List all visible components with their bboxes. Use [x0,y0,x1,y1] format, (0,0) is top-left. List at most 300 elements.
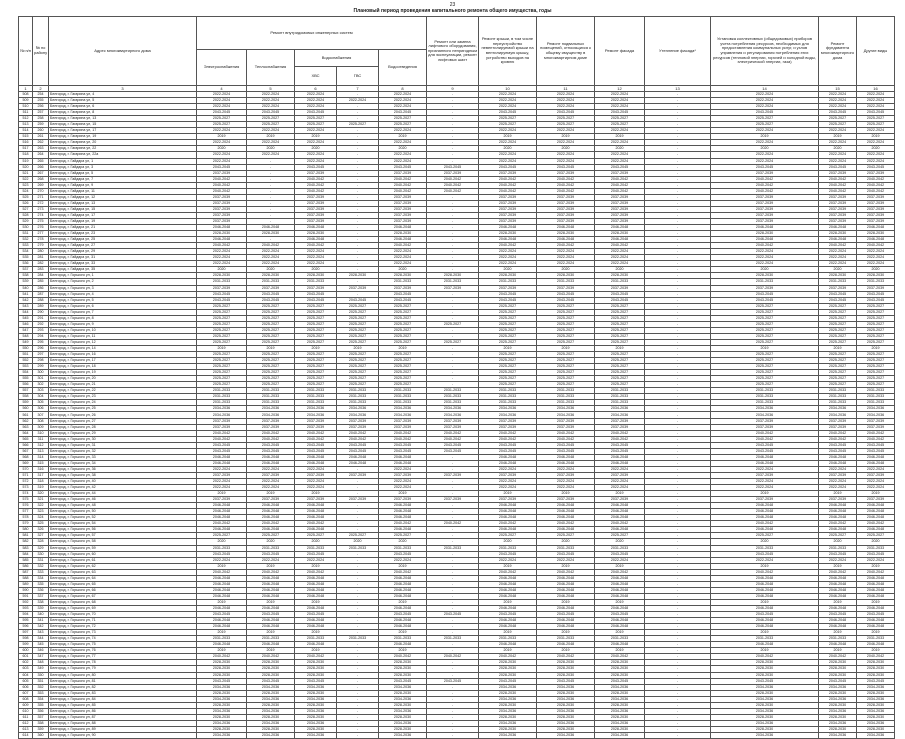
table-cell: 2020 [595,146,645,152]
table-cell: - [645,593,711,599]
table-cell: - [427,575,479,581]
address-cell: Белгород, г. Гагарина ул, 5 [49,98,197,104]
table-cell: 2046-2048 [595,503,645,509]
table-cell: 2019 [379,563,427,569]
table-cell: 2028-2030 [379,714,427,720]
table-cell: 2037-2039 [711,472,819,478]
table-cell: - [427,599,479,605]
table-cell: 593 [19,605,33,611]
table-cell: 2025-2027 [857,309,895,315]
table-cell: 2022-2024 [197,128,247,134]
table-cell: 2046-2048 [247,503,295,509]
table-cell: 2022-2024 [711,466,819,472]
table-cell: - [427,732,479,738]
column-number: 1 [19,86,33,92]
table-cell: - [427,485,479,491]
table-cell: 2046-2048 [711,460,819,466]
table-cell: 306 [33,406,49,412]
table-cell: 517 [19,146,33,152]
table-cell: 2025-2027 [711,370,819,376]
header-roof: Ремонт крыши, в том числе переустройство невентилируемой крыши на вентилируемую крышу, устройство выходов на кровлю [479,17,537,86]
table-cell: 534 [19,249,33,255]
table-cell: 2037-2039 [479,497,537,503]
table-cell: 569 [19,460,33,466]
table-cell: 2031-2033 [595,388,645,394]
table-cell: 279 [33,243,49,249]
table-cell: 2037-2039 [427,285,479,291]
table-cell: 2046-2048 [295,527,337,533]
table-cell: - [645,539,711,545]
table-cell: 2025-2027 [197,370,247,376]
column-number: 15 [819,86,857,92]
table-cell: 2040-2042 [857,569,895,575]
table-cell: 2034-2036 [379,732,427,738]
table-cell: 2022-2024 [595,557,645,563]
table-cell: 566 [19,442,33,448]
table-cell: 2037-2039 [595,497,645,503]
table-cell: 591 [19,593,33,599]
table-cell: 2025-2027 [537,122,595,128]
table-cell: 2037-2039 [537,212,595,218]
table-cell: 2043-2045 [197,291,247,297]
table-cell: 2040-2042 [197,188,247,194]
table-cell: 2034-2036 [295,684,337,690]
table-cell: - [337,605,379,611]
column-number: 10 [479,86,537,92]
table-cell: 2019 [197,599,247,605]
table-cell: 2022-2024 [857,249,895,255]
table-cell: 2043-2045 [711,442,819,448]
table-cell: 2025-2027 [197,533,247,539]
table-cell: 2046-2048 [295,587,337,593]
table-cell: 2040-2042 [379,569,427,575]
address-cell: Белгород, г. Гайдара ул, 15 [49,206,197,212]
table-cell: - [645,249,711,255]
table-cell: 2022-2024 [857,104,895,110]
table-cell: 2046-2048 [379,509,427,515]
table-cell: 2043-2045 [857,110,895,116]
table-cell: 2025-2027 [819,321,857,327]
table-cell: 2037-2039 [819,497,857,503]
header-facade-insulation: Утепление фасада* [645,17,711,86]
table-cell: 2020 [197,267,247,273]
table-cell: 578 [19,515,33,521]
table-cell: 2025-2027 [247,321,295,327]
table-cell: 2037-2039 [711,170,819,176]
table-cell: 2031-2033 [857,279,895,285]
address-cell: Белгород, г. Гагарина ул, 15 [49,122,197,128]
table-cell: 2046-2048 [537,624,595,630]
table-cell: 2034-2036 [379,406,427,412]
table-cell: 2043-2045 [857,291,895,297]
table-cell: 2031-2033 [711,636,819,642]
table-cell: 2046-2048 [537,605,595,611]
table-cell: 2019 [247,563,295,569]
table-cell: 2037-2039 [711,285,819,291]
table-cell: 2040-2042 [819,188,857,194]
table-cell: 2037-2039 [295,424,337,430]
table-cell: 2037-2039 [479,285,537,291]
table-cell: 2046-2048 [595,581,645,587]
table-cell: 2025-2027 [197,352,247,358]
table-cell: 2028-2030 [711,672,819,678]
table-cell: 2022-2024 [857,485,895,491]
table-cell: 2025-2027 [537,370,595,376]
table-cell: 330 [33,551,49,557]
table-cell: 2040-2042 [247,569,295,575]
table-cell: - [337,666,379,672]
table-cell: 610 [19,708,33,714]
table-cell: 2019 [537,599,595,605]
table-cell: 2043-2045 [197,164,247,170]
table-cell: 2022-2024 [537,140,595,146]
table-cell: 285 [33,279,49,285]
table-cell: 2025-2027 [337,364,379,370]
table-cell: 2040-2042 [711,436,819,442]
table-cell: 2028-2030 [247,714,295,720]
table-cell: 2022-2024 [711,128,819,134]
table-cell: - [645,642,711,648]
table-cell: 2022-2024 [479,466,537,472]
table-cell: 2020 [247,146,295,152]
table-cell: 605 [19,678,33,684]
table-cell: 2046-2048 [595,587,645,593]
table-cell: 2046-2048 [295,624,337,630]
table-cell: - [645,618,711,624]
table-cell: - [337,200,379,206]
table-cell: - [427,720,479,726]
column-number: 4 [197,86,247,92]
table-cell: 2022-2024 [711,104,819,110]
table-cell: 2034-2036 [595,708,645,714]
table-cell: 2046-2048 [379,587,427,593]
table-cell: 2040-2042 [427,182,479,188]
table-cell: - [645,521,711,527]
address-cell: Белгород, г. Горького ул, 22 [49,388,197,394]
table-cell: 257 [33,110,49,116]
table-cell: 2034-2036 [337,406,379,412]
table-cell: 2028-2030 [711,666,819,672]
table-cell: 2040-2042 [537,521,595,527]
table-cell: 2037-2039 [857,200,895,206]
table-cell: - [427,648,479,654]
table-cell: - [337,672,379,678]
table-cell: 2034-2036 [711,412,819,418]
table-cell: 2028-2030 [537,726,595,732]
table-cell: 307 [33,412,49,418]
table-cell: 2022-2024 [479,128,537,134]
table-cell: 2028-2030 [711,660,819,666]
table-cell: 2034-2036 [857,708,895,714]
address-cell: Белгород, г. Гайдара ул, 9 [49,182,197,188]
table-cell: 2022-2024 [595,485,645,491]
address-cell: Белгород, г. Горького ул, 74 [49,636,197,642]
table-cell: 2037-2039 [197,200,247,206]
table-cell: 2028-2030 [819,726,857,732]
table-cell: 2043-2045 [295,291,337,297]
table-cell: 2046-2048 [197,225,247,231]
table-cell: - [645,406,711,412]
table-cell: 2043-2045 [379,448,427,454]
table-cell: 2028-2030 [197,231,247,237]
table-cell: 2028-2030 [197,666,247,672]
table-cell: 2025-2027 [857,370,895,376]
table-cell: 2022-2024 [857,158,895,164]
table-cell: 2034-2036 [595,732,645,738]
table-cell: 2025-2027 [479,303,537,309]
address-cell: Белгород, г. Горького ул, 4 [49,291,197,297]
table-cell: 2040-2042 [479,243,537,249]
table-cell: 2046-2048 [247,225,295,231]
table-cell: 2040-2042 [479,182,537,188]
table-cell: 2022-2024 [537,152,595,158]
table-cell: 2043-2045 [857,297,895,303]
table-cell: 2031-2033 [537,636,595,642]
table-cell: 2037-2039 [197,206,247,212]
table-cell: 516 [19,140,33,146]
table-cell: 2019 [479,563,537,569]
table-cell: 2043-2045 [857,678,895,684]
table-cell: 2025-2027 [595,309,645,315]
table-cell: 2031-2033 [427,279,479,285]
table-cell: 2031-2033 [295,636,337,642]
table-cell: 2031-2033 [247,400,295,406]
table-cell: 2046-2048 [379,575,427,581]
table-cell: 2046-2048 [711,454,819,460]
table-cell: 2020 [479,539,537,545]
table-cell: 2031-2033 [197,400,247,406]
table-cell: - [645,188,711,194]
table-cell: 2040-2042 [295,436,337,442]
table-cell: 2025-2027 [819,315,857,321]
table-cell: 2020 [711,267,819,273]
table-cell: 518 [19,152,33,158]
table-cell: 2022-2024 [295,255,337,261]
table-cell: 2022-2024 [537,557,595,563]
table-cell: 2025-2027 [379,358,427,364]
table-cell: - [337,642,379,648]
table-cell: - [427,660,479,666]
table-cell: 2046-2048 [595,527,645,533]
table-cell: 550 [19,345,33,351]
table-cell: 2046-2048 [819,225,857,231]
table-cell: - [427,581,479,587]
address-cell: Белгород, г. Гагарина ул, 4 [49,92,197,98]
table-cell: 2025-2027 [711,352,819,358]
table-cell: 2031-2033 [819,279,857,285]
table-cell: - [427,515,479,521]
table-cell: - [337,188,379,194]
table-cell: 2037-2039 [379,218,427,224]
table-cell: 2034-2036 [819,696,857,702]
table-cell: 2037-2039 [711,418,819,424]
table-cell: 353 [33,690,49,696]
table-cell: 2019 [379,134,427,140]
table-cell: 2040-2042 [711,243,819,249]
table-cell: 2046-2048 [479,605,537,611]
table-cell: 2037-2039 [379,206,427,212]
table-cell: 2037-2039 [857,212,895,218]
table-cell: 2025-2027 [857,327,895,333]
address-cell: Белгород, г. Горького ул, 3 [49,285,197,291]
table-cell: 2025-2027 [595,303,645,309]
table-cell: - [427,672,479,678]
table-cell: 2046-2048 [479,509,537,515]
table-cell: - [427,243,479,249]
table-cell: 2025-2027 [537,321,595,327]
table-cell: 2037-2039 [479,194,537,200]
table-cell: 2043-2045 [479,297,537,303]
table-cell: 2046-2048 [479,454,537,460]
table-cell: 2025-2027 [379,339,427,345]
table-cell: 2028-2030 [537,702,595,708]
table-cell: 2020 [819,146,857,152]
table-cell: - [337,140,379,146]
table-cell: - [337,612,379,618]
address-cell: Белгород, г. Горького ул, 16 [49,352,197,358]
table-cell: 2025-2027 [537,303,595,309]
table-cell: - [645,352,711,358]
table-cell: 2022-2024 [379,255,427,261]
table-cell: 2022-2024 [197,466,247,472]
table-cell: 2037-2039 [595,285,645,291]
table-cell: - [645,140,711,146]
table-cell: 2031-2033 [857,545,895,551]
table-cell: 2025-2027 [379,321,427,327]
table-cell: 2040-2042 [595,243,645,249]
address-cell: Белгород, г. Горького ул, 52 [49,515,197,521]
table-cell: 594 [19,612,33,618]
table-cell: 2025-2027 [537,309,595,315]
table-cell: 2028-2030 [479,726,537,732]
table-cell: 2019 [595,491,645,497]
table-cell: 2025-2027 [295,303,337,309]
table-cell: - [427,200,479,206]
address-cell: Белгород, г. Горького ул, 61 [49,557,197,563]
table-cell: 2040-2042 [247,430,295,436]
address-cell: Белгород, г. Гайдара ул, 12 [49,194,197,200]
table-cell: 2028-2030 [857,273,895,279]
table-cell: 2019 [819,599,857,605]
table-cell: 2020 [711,146,819,152]
table-cell: - [645,545,711,551]
table-cell: - [645,231,711,237]
table-cell: - [337,267,379,273]
address-cell: Белгород, г. Горького ул, 10 [49,327,197,333]
table-cell: 2046-2048 [537,509,595,515]
table-cell: 2020 [857,539,895,545]
table-cell: 2025-2027 [819,116,857,122]
table-cell: 2022-2024 [537,98,595,104]
table-cell: 2019 [711,648,819,654]
table-cell: 2037-2039 [479,200,537,206]
table-cell: 2025-2027 [247,303,295,309]
table-cell: 296 [33,345,49,351]
table-cell: 2022-2024 [295,92,337,98]
table-cell: - [337,212,379,218]
address-cell: Белгород, г. Горького ул, 2 [49,279,197,285]
table-cell: 2025-2027 [537,376,595,382]
address-cell: Белгород, г. Гайдара ул, 19 [49,218,197,224]
table-cell: 2043-2045 [595,678,645,684]
table-cell: 580 [19,527,33,533]
table-cell: 2020 [247,267,295,273]
table-cell: 2022-2024 [197,485,247,491]
table-cell: 2043-2045 [819,297,857,303]
table-cell: 2040-2042 [295,569,337,575]
table-cell: - [427,708,479,714]
table-cell: 262 [33,140,49,146]
table-cell: 2037-2039 [595,206,645,212]
table-cell: - [645,267,711,273]
table-cell: 2043-2045 [857,442,895,448]
table-cell: 588 [19,575,33,581]
table-cell: - [645,636,711,642]
table-cell: 2046-2048 [857,593,895,599]
table-cell: 2025-2027 [247,327,295,333]
table-cell: 2025-2027 [595,376,645,382]
table-cell: 2022-2024 [197,255,247,261]
table-cell: 2046-2048 [537,587,595,593]
table-cell: 2019 [595,134,645,140]
table-cell: 2034-2036 [711,406,819,412]
table-cell: 2025-2027 [819,339,857,345]
table-cell: 2031-2033 [857,400,895,406]
table-cell: 2020 [819,539,857,545]
table-cell: 2046-2048 [479,575,537,581]
table-cell: 2022-2024 [337,98,379,104]
address-cell: Белгород, г. Гайдара ул, 25 [49,237,197,243]
table-cell: 2022-2024 [711,255,819,261]
table-cell: 2043-2045 [595,164,645,170]
table-cell: 2019 [819,134,857,140]
table-cell: - [645,364,711,370]
table-cell: 2025-2027 [819,333,857,339]
table-cell: - [427,533,479,539]
table-cell: 2028-2030 [857,660,895,666]
table-cell: 2025-2027 [819,327,857,333]
table-cell: 2022-2024 [379,485,427,491]
table-cell: 2046-2048 [247,605,295,611]
table-cell: 2037-2039 [857,206,895,212]
table-cell: - [427,352,479,358]
table-cell: 2031-2033 [479,545,537,551]
table-cell: - [427,315,479,321]
table-cell: 2025-2027 [479,364,537,370]
address-cell: Белгород, г. Горького ул, 79 [49,666,197,672]
table-cell: 2043-2045 [247,291,295,297]
table-cell: 581 [19,533,33,539]
table-cell: - [427,237,479,243]
table-cell: 2031-2033 [819,388,857,394]
table-cell: 2046-2048 [197,618,247,624]
table-cell: - [645,394,711,400]
table-cell: 548 [19,333,33,339]
table-cell: 2028-2030 [819,714,857,720]
table-cell: 2034-2036 [819,720,857,726]
table-cell: 2046-2048 [479,460,537,466]
table-cell: 2046-2048 [711,575,819,581]
table-cell: 608 [19,696,33,702]
table-cell: 277 [33,231,49,237]
table-cell: 2028-2030 [197,273,247,279]
table-cell: 294 [33,333,49,339]
table-cell: 2040-2042 [379,188,427,194]
table-cell: 2025-2027 [379,376,427,382]
table-cell: 2043-2045 [711,448,819,454]
table-cell: 2031-2033 [247,388,295,394]
table-cell: - [427,666,479,672]
